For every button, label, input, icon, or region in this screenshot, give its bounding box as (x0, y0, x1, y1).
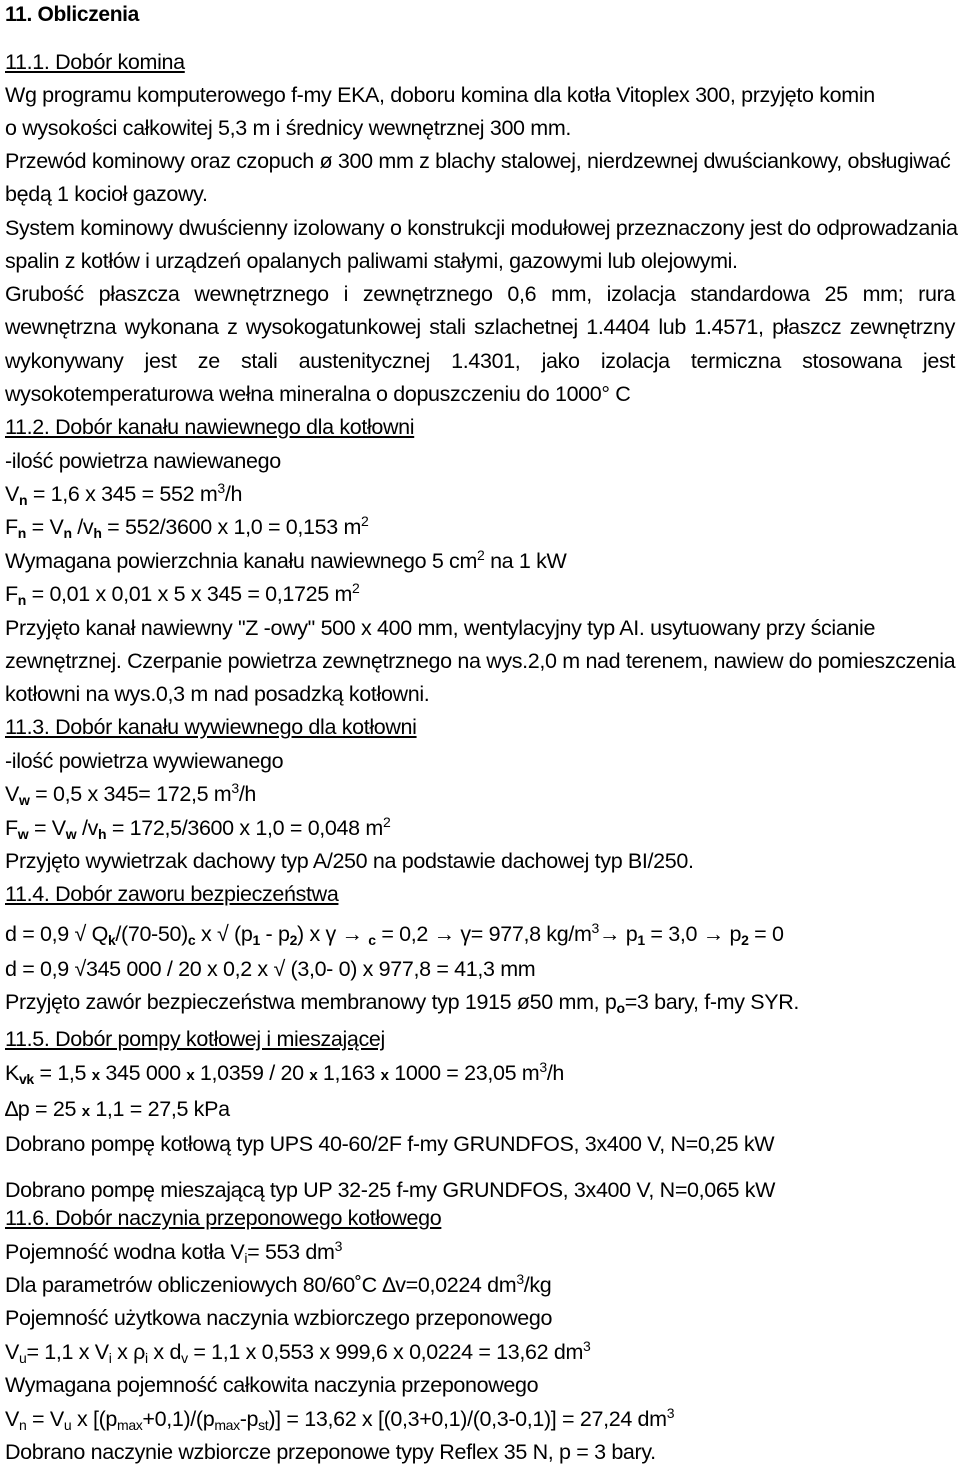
formula-fn2: $F_n = 0,01$ x 0,01 x 5 x 345 = 0,1725 $m^2$ (5, 580, 360, 608)
text-line: Przyjęto kanał nawiewny "Z -owy" 500 x 400 mm, wentylacyjny typ AI. usytuowany przy ścianie (5, 616, 876, 640)
text-line: Dobrano naczynie wzbiorcze przeponowe typy Reflex 35 N, p = 3 bary. (5, 1440, 656, 1464)
section-title-chimney: 11.1. Dobór komina (5, 50, 185, 74)
text-line: wykonywany jest ze stali austenitycznej 1.4301, jako izolacja termiczna stosowana jest (5, 349, 955, 373)
text-line: -ilość powietrza wywiewanego (5, 749, 284, 773)
text-line: Wg programu komputerowego f-my EKA, doboru komina dla kotła Vitoplex 300, przyjęto komin (5, 83, 875, 107)
formula-fn: $F_n = V_n$ $/v_h = 552/3600$ x 1,0 = 0,153 $m^2$ (5, 513, 369, 541)
formula-d-result: d = 0,9 √345 000 / 20 x 0,2 x √ (3,0- 0) x 977,8 = 41,3 mm (5, 957, 536, 981)
text-line: Dla parametrów obliczeniowych 80/60˚C ∆v=0,0224 $dm^3/kg$ (5, 1271, 552, 1297)
text-line: Dobrano pompę kotłową typ UPS 40-60/2F f-my GRUNDFOS, 3x400 V, N=0,25 kW (5, 1132, 775, 1156)
page-title: 11. Obliczenia (5, 3, 139, 26)
text-line: Grubość płaszcza wewnętrznego i zewnętrznego 0,6 mm, izolacja standardowa 25 mm; rura (5, 282, 955, 306)
formula-vn-vessel: $V_n = V_u$ x $[(p_{max}+0,1)/(p_{max}-p_{st})] = 13,62$ x [(0,3+0,1)/(0,3-0,1)] = 27,24 $dm^3$ (5, 1405, 675, 1433)
formula-d: d = 0,9 √ $Q_k/(70-50)_c$ x √ $(p_1 - p_2)$ x γ → $_c$ = 0,2 → γ= 977,8 $kg/m^3\to p_1 = 3,0 \to p_2 = 0$ (5, 920, 784, 948)
formula-vu: $V_u= 1,1$ x $V_i$ x $\rho_i$ x $d_v = 1,1$ x 0,553 x 999,6 x 0,0224 = 13,62 $dm^3$ (5, 1338, 591, 1366)
text-line: Dobrano pompę mieszającą typ UP 32-25 f-my GRUNDFOS, 3x400 V, N=0,065 kW (5, 1178, 776, 1202)
text-line: Przewód kominowy oraz czopuch ø 300 mm z blachy stalowej, nierdzewnej dwuściankowy, obsługiwać (5, 149, 951, 173)
text-line: -ilość powietrza nawiewanego (5, 449, 281, 473)
text-line: kotłowni na wys.0,3 m nad posadzką kotłowni. (5, 682, 430, 706)
text-line: System kominowy dwuścienny izolowany o konstrukcji modułowej przeznaczony jest do odprowadzania (5, 216, 958, 240)
section-title-expansion-vessel: 11.6. Dobór naczynia przeponowego kotłowego (5, 1206, 442, 1230)
formula-vw: $V_w = 0,5$ x 345= 172,5 $m^3/h$ (5, 780, 257, 808)
text-line: Przyjęto zawór bezpieczeństwa membranowy typ 1915 ø50 mm, $p_o=3$ bary, f-my SYR. (5, 990, 799, 1016)
section-title-supply-duct: 11.2. Dobór kanału nawiewnego dla kotłowni (5, 415, 415, 439)
text-line: zewnętrznej. Czerpanie powietrza zewnętrznego na wys.2,0 m nad terenem, nawiew do pomieszczenia (5, 649, 956, 673)
text-line: Wymagana pojemność całkowita naczynia przeponowego (5, 1373, 539, 1397)
text-line: będą 1 kocioł gazowy. (5, 182, 208, 206)
text-line: Pojemność użytkowa naczynia wzbiorczego przeponowego (5, 1306, 553, 1330)
text-line: wewnętrzna wykonana z wysokogatunkowej stali szlachetnej 1.4404 lub 1.4571, płaszcz zewnętrzny (5, 315, 955, 339)
text-line: spalin z kotłów i urządzeń opalanych paliwami stałymi, gazowymi lub olejowymi. (5, 249, 738, 273)
formula-kvk: $K_{vk} = 1,5$ x 345 000 x 1,0359 / 20 x 1,163 x 1000 = 23,05 $m^3/h$ (5, 1059, 565, 1087)
text-line: Pojemność wodna kotła $V_i= 553$ $dm^3$ (5, 1238, 342, 1266)
section-title-pumps: 11.5. Dobór pompy kotłowej i mieszającej (5, 1027, 385, 1051)
text-line: o wysokości całkowitej 5,3 m i średnicy wewnętrznej 300 mm. (5, 116, 572, 140)
section-title-exhaust-duct: 11.3. Dobór kanału wywiewnego dla kotłowni (5, 715, 417, 739)
text-line: Przyjęto wywietrzak dachowy typ A/250 na podstawie dachowej typ BI/250. (5, 849, 694, 873)
section-title-safety-valve: 11.4. Dobór zaworu bezpieczeństwa (5, 882, 339, 906)
formula-dp: ∆p = 25 x 1,1 = 27,5 kPa (5, 1097, 230, 1121)
formula-fw: $F_w = V_w$ $/v_h = 172,5/3600$ x 1,0 = 0,048 $m^2$ (5, 814, 391, 842)
formula-vn: $V_n = 1,6$ x 345 = 552 $m^3/h$ (5, 480, 243, 508)
text-line: Wymagana powierzchnia kanału nawiewnego 5 $cm^2$ na 1 kW (5, 547, 567, 573)
text-line: wysokotemperaturowa wełna mineralna o dopuszczeniu do 1000° C (5, 382, 631, 406)
